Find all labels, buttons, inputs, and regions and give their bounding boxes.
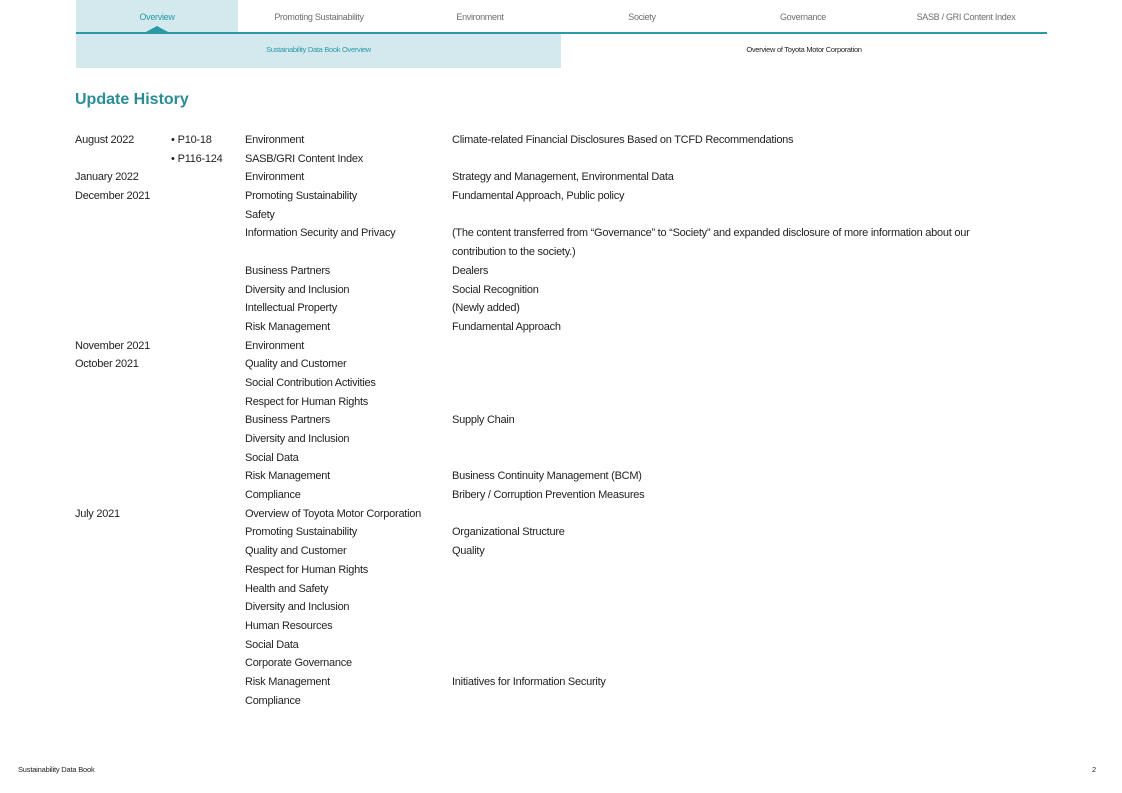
- tab-label: Overview: [139, 12, 175, 22]
- history-detail: Climate-related Financial Disclosures Based on TCFD Recommendations: [452, 134, 794, 146]
- history-page-ref: • P116-124: [171, 150, 223, 169]
- tab-label: Environment: [456, 12, 504, 22]
- history-section: Risk Management: [245, 320, 330, 333]
- history-section: Diversity and Inclusion: [245, 283, 350, 296]
- history-section: Risk Management: [245, 675, 330, 688]
- tab-governance[interactable]: [722, 0, 884, 32]
- history-detail: Initiatives for Information Security: [452, 675, 606, 688]
- history-section: Information Security and Privacy: [245, 227, 396, 240]
- history-date: January 2022: [75, 171, 139, 184]
- history-section: Diversity and Inclusion: [245, 433, 350, 446]
- tab-label: Society: [628, 12, 656, 22]
- history-section: Promoting Sustainability: [245, 190, 358, 203]
- history-section: Safety: [245, 208, 275, 221]
- active-tab-marker-icon: [144, 26, 170, 33]
- history-section: Respect for Human Rights: [245, 395, 368, 408]
- history-detail: Fundamental Approach, Public policy: [452, 190, 625, 203]
- tab-overview[interactable]: [76, 0, 238, 32]
- history-section: Corporate Governance: [245, 657, 352, 670]
- history-section: Respect for Human Rights: [245, 563, 368, 576]
- history-section: Intellectual Property: [245, 302, 337, 315]
- footer-title: Sustainability Data Book: [18, 765, 95, 774]
- history-section: Overview of Toyota Motor Corporation: [245, 507, 422, 520]
- history-section: Compliance: [245, 694, 301, 707]
- sub-navigation: [76, 34, 1047, 68]
- history-section: Diversity and Inclusion: [245, 601, 350, 614]
- tab-sasb-gri-content-index[interactable]: [885, 0, 1047, 32]
- history-detail: (The content transferred from “Governance” to “Society” and expanded disclosure of more information about our contribution to the society.): [452, 227, 970, 259]
- subtab-sustainability-data-book-overview[interactable]: Sustainability Data Book Overview: [76, 34, 561, 68]
- tab-label: Promoting Sustainability: [274, 12, 364, 22]
- history-section: SASB/GRI Content Index: [245, 152, 364, 165]
- history-date: December 2021: [75, 190, 151, 203]
- tab-promoting-sustainability[interactable]: [238, 0, 400, 32]
- history-date: October 2021: [75, 358, 139, 371]
- history-detail: Strategy and Management, Environmental Data: [452, 171, 674, 184]
- history-detail: Bribery / Corruption Prevention Measures: [452, 489, 645, 502]
- history-date: November 2021: [75, 339, 151, 352]
- tab-label: Governance: [779, 12, 827, 22]
- tab-environment[interactable]: [399, 0, 561, 32]
- history-section: Business Partners: [245, 264, 331, 277]
- history-section: Compliance: [245, 489, 301, 502]
- page-number: 2: [1092, 765, 1097, 774]
- history-detail: Quality: [452, 545, 485, 558]
- history-section: Quality and Customer: [245, 358, 347, 371]
- page-title: Update History: [75, 91, 189, 108]
- history-date: July 2021: [75, 507, 120, 520]
- history-section: Health and Safety: [245, 582, 329, 595]
- subtab-overview-of-toyota[interactable]: Overview of Toyota Motor Corporation: [746, 45, 862, 54]
- tab-label: SASB / GRI Content Index: [916, 12, 1016, 22]
- history-detail: Business Continuity Management (BCM): [452, 470, 642, 483]
- history-section: Social Data: [245, 451, 299, 464]
- history-section: Promoting Sustainability: [245, 526, 358, 539]
- top-navigation: [76, 0, 1047, 34]
- history-section: Risk Management: [245, 470, 330, 483]
- history-detail: Dealers: [452, 264, 489, 277]
- history-detail: Supply Chain: [452, 414, 515, 427]
- history-section: Human Resources: [245, 619, 333, 632]
- history-page-ref: • P10-18: [171, 131, 212, 150]
- history-detail: Organizational Structure: [452, 526, 565, 539]
- history-detail: (Newly added): [452, 302, 520, 315]
- history-section: Social Contribution Activities: [245, 376, 376, 389]
- history-section: Environment: [245, 171, 305, 184]
- history-section: Environment: [245, 134, 305, 146]
- history-section: Quality and Customer: [245, 545, 347, 558]
- history-section: Business Partners: [245, 414, 331, 427]
- history-detail: Fundamental Approach: [452, 320, 561, 333]
- history-section: Environment: [245, 339, 305, 352]
- tab-society[interactable]: [561, 0, 723, 32]
- history-date: August 2022: [75, 134, 135, 146]
- history-section: Social Data: [245, 638, 299, 651]
- history-detail: Social Recognition: [452, 283, 539, 296]
